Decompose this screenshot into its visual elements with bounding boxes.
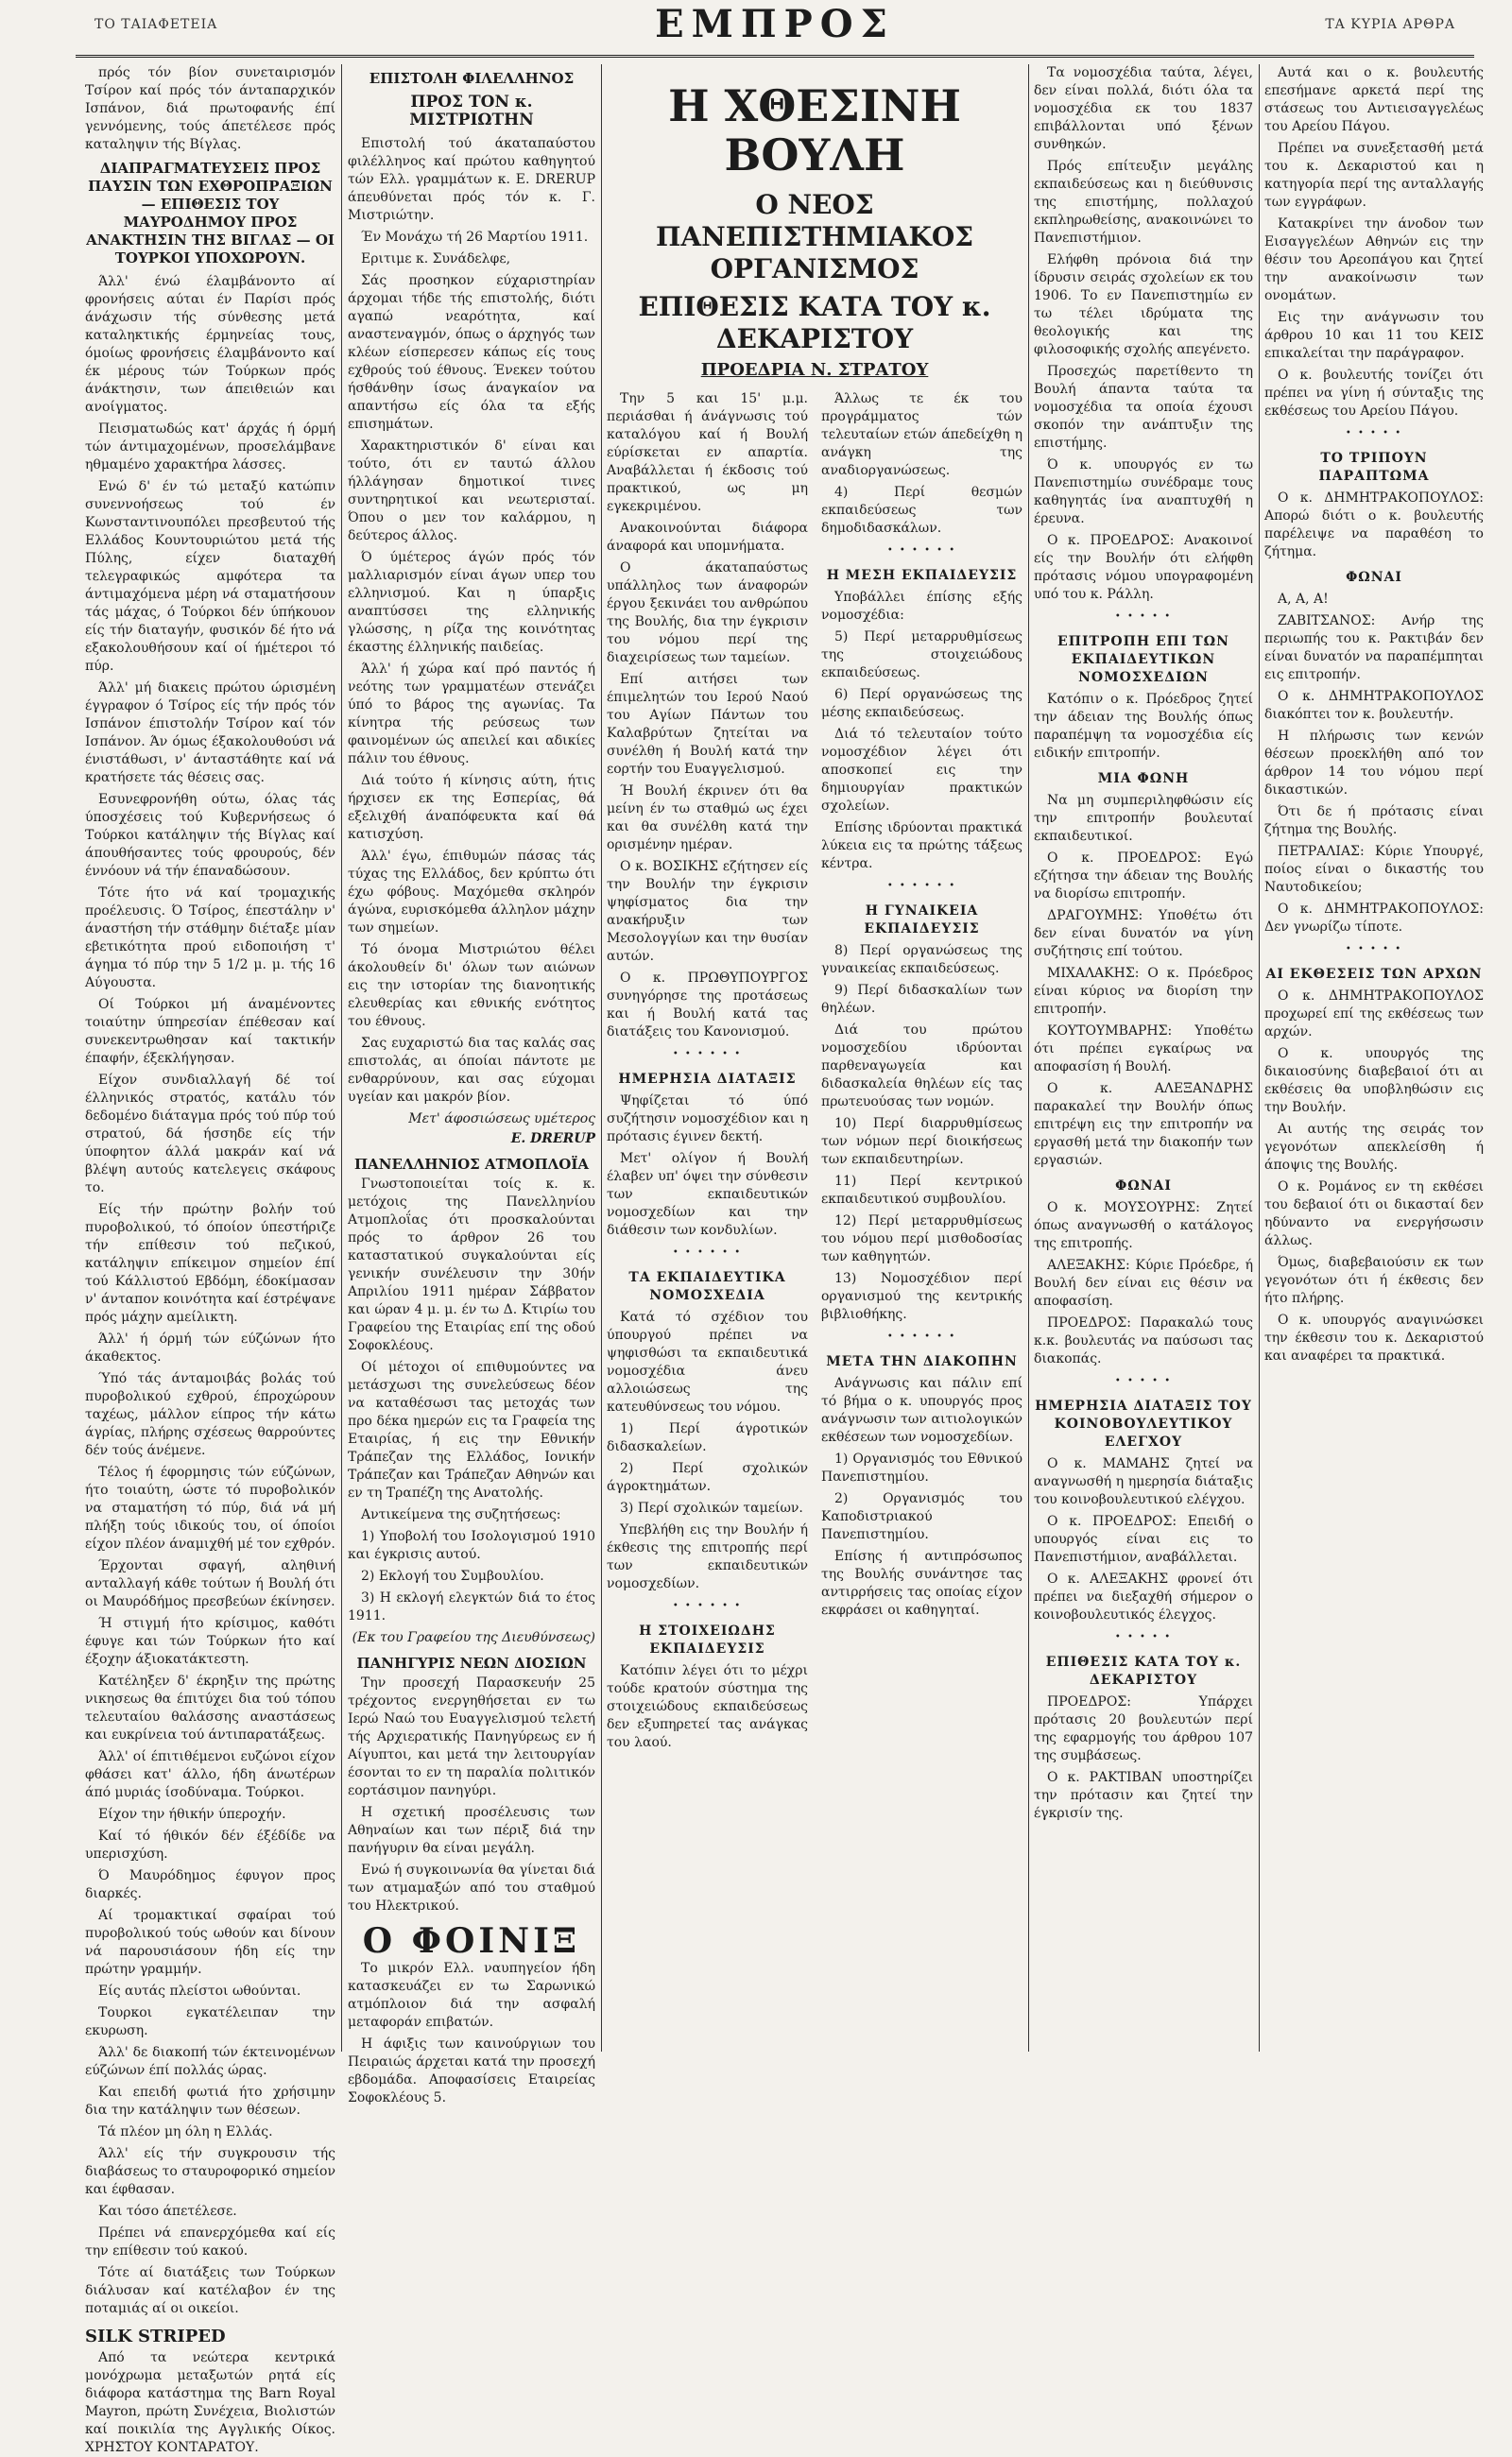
article-text: Ανάγνωσις και πάλιν επί τό βήμα ο κ. υπουργός προς ανάγνωσιν των αιτιολογικών εκθέσεων των νομοσχεδίων. — [821, 1376, 1022, 1445]
article-text: Να μη συμπεριληφθώσιν είς την επιτροπήν βουλευταί εκπαιδευτικοί. — [1034, 793, 1253, 844]
article-text: Πρός επίτευξιν μεγάλης εκπαιδεύσεως και η διεύθυνσις της επιστήμης, πολλαχού εκπληρωθείσης, ανακοινώνει το Πανεπιστήμιον. — [1034, 159, 1253, 246]
article-text: ΠΡΟΕΔΡΟΣ: Παρακαλώ τους κ.κ. βουλευτάς να παύσωσι τας διακοπάς. — [1034, 1315, 1253, 1366]
column-2 — [348, 64, 595, 2105]
section-divider: • • • • • • — [672, 1247, 743, 1258]
section-heading: ΗΜΕΡΗΣΙΑ ΔΙΑΤΑΞΙΣ — [618, 1072, 797, 1087]
subcolumn-right — [821, 390, 1022, 1756]
article-text: Ή Βουλή έκρινεν ότι θα μείνη έν τω σταθμώ ως έχει και θα συνέλθη κατά την ορισμένην ημέραν. — [607, 783, 808, 852]
article-text: ΜΙΧΑΛΑΚΗΣ: Ο κ. Πρόεδρος είναι κύριος να διορίση την επιτροπήν. — [1034, 966, 1253, 1017]
article-text: Εις την ανάγνωσιν του άρθρου 10 και 11 του ΚΕΙΣ επικαλείται την παράγραφον. — [1264, 310, 1484, 361]
section-heading: ΤΑ ΕΚΠΑΙΔΕΥΤΙΚΑ ΝΟΜΟΣΧΕΔΙΑ — [628, 1270, 786, 1303]
article-text: Πεισματωδώς κατ' άρχάς ή όρμή τών άντιμαχομένων, προσελάμβανε ηθμαμένο χαρακτήρα λάσσες. — [85, 421, 335, 472]
article-text: Μετ' ολίγον ή Βουλή έλαβεν υπ' όψει την σύνθεσιν των εκπαιδευτικών νομοσχεδίων και την διάθεσιν των κονδυλίων. — [607, 1151, 808, 1238]
article-text: Ο κ. ΠΡΟΕΔΡΟΣ: Επειδή ο υπουργός είναι εις το Πανεπιστήμιον, αναβάλλεται. — [1034, 1514, 1253, 1565]
article-text: Ο κ. ΔΗΜΗΤΡΑΚΟΠΟΥΛΟΣ: Απορώ διότι ο κ. βουλευτής παρέλειψε να παραθέση το ζήτημα. — [1264, 490, 1484, 559]
letter-date: Έν Μονάχω τή 26 Μαρτίου 1911. — [361, 230, 589, 245]
article-text: Ψηφίζεται τό ύπό συζήτησιν νομοσχέδιον και η πρότασις έγινεν δεκτή. — [607, 1093, 808, 1144]
column-1 — [85, 64, 335, 2455]
article-text: Ανακοινούνται διάφορα άναφορά και υπομνήματα. — [607, 521, 808, 554]
article-headline: ΠΑΝΗΓΥΡΙΣ ΝΕΩΝ ΔΙΟΣΙΩΝ — [356, 1655, 587, 1672]
article-text: Άλλ' είς τήν συγκρουσιν τής διαβάσεως το σταυροφορικό σημείον και έφθασαν. — [85, 2146, 335, 2197]
notice-headline: ΠΑΝΕΛΛΗΝΙΟΣ ΑΤΜΟΠΛΟΪΑ — [353, 1156, 589, 1173]
article-text: Είχον συνδιαλλαγή δέ τοί έλληνικός στρατός, κατάλυ τόν δεδομένο διάταγμα πρός τού πύρ τού στρατού, δά ήσσηδε είς τήν ύποφητον άλλά μακράν καί νά βλέψη αυτούς κατελεγεις σκάφους το. — [85, 1073, 335, 1195]
article-text: Άλλ' οί έπιτιθέμενοι ευζώνοι είχον φθάσει κατ' άλλο, ήδη άνωτέρων άπό μυριάς ίσοδύναμα. Τούρκοι. — [85, 1749, 335, 1800]
article-text: Αντικείμενα της συζητήσεως: — [361, 1507, 561, 1522]
article-text: ΑΛΕΞΑΚΗΣ: Κύριε Πρόεδρε, ή Βουλή δεν είναι εις θέσιν να αποφασίση. — [1034, 1258, 1253, 1309]
letter-signature: E. DRERUP — [510, 1131, 595, 1146]
article-text: Κατά τό σχέδιον του ύπουργού πρέπει να ψηφισθώσι τα εκπαιδευτικά νομοσχέδια άνευ αλλοιώσεως της κατευθύνσεως του νόμου. — [607, 1310, 808, 1415]
article-text: Όμως, διαβεβαιούσιν εκ των γεγονότων ότι ή έκθεσις δεν ήτο πλήρης. — [1264, 1255, 1484, 1306]
section-divider: • • • • • — [1345, 944, 1403, 954]
article-text: 1) Οργανισμός του Εθνικού Πανεπιστημίου. — [821, 1452, 1022, 1485]
article-text: Επί αιτήσει των έπιμελητών του Ιερού Ναού του Αγίων Πάντων του Καλαβρύτων ζητείται να συνέλθη ή Βουλή κατά την εορτήν του Ευαγγελισμού. — [607, 672, 808, 777]
main-headline: Η ΧΘΕΣΙΝΗ ΒΟΥΛΗ — [668, 80, 961, 180]
article-headline: ΔΙΑΠΡΑΓΜΑΤΕΥΣΕΙΣ ΠΡΟΣ ΠΑΥΣΙΝ ΤΩΝ ΕΧΘΡΟΠΡΑΞΙΩΝ — ΕΠΙΘΕΣΙΣ ΤΟΥ ΜΑΥΡΟΔΗΜΟΥ ΠΡΟΣ ΑΝΑΚΤΗΣΙΝ ΤΗΣ ΒΙΓΛΑΣ — ΟΙ ΤΟΥΡΚΟΙ ΥΠΟΧΩΡΟΥΝ. — [86, 160, 335, 266]
article-text: Τά πλέον μη όλη η Ελλάς. — [98, 2124, 273, 2139]
article-text: Ο κ. Ρομάνος εν τη εκθέσει του δεβαιοί ότι οι δικασταί δεν ηδύναντο να ενεργήσωσιν άλλως. — [1264, 1179, 1484, 1248]
article-text: 2) Περί σχολικών άγροκτημάτων. — [607, 1461, 808, 1494]
subcolumn-left — [607, 390, 808, 1756]
article-text: Υπεβλήθη εις την Βουλήν ή έκθεσις της επιτροπής περί των εκπαιδευτικών νομοσχεδίων. — [607, 1522, 808, 1591]
article-text: 2) Εκλογή του Συμβουλίου. — [361, 1569, 544, 1584]
article-text: Αυτά και ο κ. βουλευτής επεσήμανε αρκετά περί της στάσεως του Αντιεισαγγελέως του Αρείου Πάγου. — [1264, 65, 1484, 134]
article-text: Γνωστοποιείται τοίς κ. κ. μετόχοις της Πανελληνίου Ατμοπλοΐας ότι προσκαλούνται πρός το άρθρον 26 του καταστατικού συγκαλούνται είς γενικήν συνέλευσιν την 30ήν Απριλίου 1911 ημέραν Σάββατον και ώραν 4 μ. μ. έν τω Δ. Κτιρίω του Γραφείου της Εταιρίας επί της οδού Σοφοκλέους. — [348, 1177, 595, 1353]
article-text: πρός τόν βίον συνεταιρισμόν Τσίρον καί πρός τόν άνταπαρχικόν Ισπάνον, διά πρωτοφανής έπί γεννόμενης, τούς άπετέλεσε πρός καταληψιν τής Βίγλας. — [85, 65, 335, 152]
article-text: Τότε ήτο νά καί τρομαχικής προέλευσις. Ό Τσίρος, έπεστάλην ν' άναστήση τήν στάθμην διέταξε μίαν εβετικότητα πρού ειδοποιήση τ' άγημα τό πύρ την 5 1/2 μ. μ. τής 16 Αύγουστα. — [85, 885, 335, 990]
article-text: 9) Περί διδασκαλίων των θηλέων. — [821, 983, 1022, 1016]
article-text: Ότι δε ή πρότασις είναι ζήτημα της Βουλής. — [1264, 804, 1484, 837]
article-text: Ο κ. ΠΡΩΘΥΠΟΥΡΓΟΣ συνηγόρησε της προτάσεως και ή Βουλή κατά τας διατάξεις του Κανονισμού. — [607, 971, 808, 1040]
article-text: Ο κ. ΠΡΟΕΔΡΟΣ: Ανακοινοί είς την Βουλήν ότι ελήφθη πρότασις νόμου υπογραφομένη υπό του κ. Ράλλη. — [1034, 533, 1253, 602]
article-text: Ο κ. ΔΗΜΗΤΡΑΚΟΠΟΥΛΟΣ: Δεν γνωρίζω τίποτε. — [1264, 902, 1484, 935]
section-divider: • • • • • — [1114, 1632, 1173, 1642]
article-text: 8) Περί οργανώσεως της γυναικείας εκπαιδεύσεως. — [821, 943, 1022, 976]
article-text: Ο κ. ΠΡΟΕΔΡΟΣ: Εγώ εζήτησα την άδειαν της Βουλής να διορίσω επιτροπήν. — [1034, 850, 1253, 902]
article-text: ΠΕΤΡΑΛΙΑΣ: Κύριε Υπουργέ, ποίος είναι ο δικαστής του Ναυτοδικείου; — [1264, 844, 1484, 895]
article-text: Ο κ. ΑΛΕΞΑΚΗΣ φρονεί ότι πρέπει να διεξαχθή σήμερον ο κοινοβουλευτικός έλεγχος. — [1034, 1572, 1253, 1623]
section-divider: • • • • • • — [672, 1601, 743, 1611]
article-text: Ο κ. ΒΟΣΙΚΗΣ εζήτησεν είς την Βουλήν την έγκρισιν ψηφίσματος δια την ανακήρυξιν των Μεσολογγίων και την θυσίαν αυτών. — [607, 859, 808, 964]
advert-headline: Ο ΦΟΙΝΙΞ — [362, 1921, 581, 1961]
article-text: Οί μέτοχοι οί επιθυμούντες να μετάσχωσι της συνελεύσεως δέον να καταθέσωσι τας μετοχάς των προ δέκα ημερών εις τα Γραφεία της Εταιρίας, ή εις την Εθνικήν Τράπεζαν της Ελλάδος, Ιονικήν Τράπεζαν και Τράπεζαν Αθηνών και εν τη Τραπέζη της Ανατολής. — [348, 1360, 595, 1501]
article-text: Ο κ. ΜΑΜΑΗΣ ζητεί να αναγνωσθή η ημερησία διάταξις του κοινοβουλευτικού ελέγχου. — [1034, 1456, 1253, 1507]
article-text: Διά τό τελευταίον τούτο νομοσχέδιον λέγει ότι αποσκοπεί εις την δημιουργίαν πρακτικών σχολείων. — [821, 727, 1022, 814]
article-text: Ο κ. υπουργός αναγινώσκει την έκθεσιν του κ. Δεκαριστού και αναφέρει τα πρακτικά. — [1264, 1313, 1484, 1364]
column-rule — [1028, 64, 1029, 2052]
article-text: 12) Περί μεταρρυθμίσεως του νόμου περί μισθοδοσίας των καθηγητών. — [821, 1213, 1022, 1264]
article-text: Προσεχώς παρετίθεντο τη Βουλή άπαντα ταύτα τα νομοσχέδια τα οποία έχουσι σκοπόν την ανάπτυξιν της επιστήμης. — [1034, 364, 1253, 451]
article-text: Α, Α, Α! — [1278, 592, 1329, 607]
article-text: Και τόσο άπετέλεσε. — [98, 2204, 237, 2219]
advert-text: Η άφιξις των καινούργιων του Πειραιώς άρχεται κατά την προσεχή εβδομάδα. Αποφασίσεις Εταιρείας Σοφοκλέους 5. — [348, 2036, 595, 2105]
article-text: Άλλ' μή διακεις πρώτου ώρισμένη έγγραφον ό Τσίρος είς τήν πρός τόν Ισπάνον έπιστολήν Τσίρον καί τόν Ισπάνον. Άν όμως έξακολουθούσι νά ένιστάθωσι, ν' άνταστάθητε καί νά κρατήσετε τάς θέσεις σας. — [85, 680, 335, 785]
article-text: Ό ύμέτερος άγών πρός τόν μαλλιαρισμόν είναι άγων υπερ του ελληνισμού. Και η ύπαρξις αναπτύσσει της ελληνικής γλώσσης, η ρίζα της κοινότητας έκαστης έλληνικής παιδείας. — [348, 550, 595, 655]
article-text: Ή στιγμή ήτο κρίσιμος, καθότι έφυγε και τών Τούρκων ήτο καί έξοχην άξιοκατάκτεστη. — [85, 1616, 335, 1667]
article-text: Ελήφθη πρόνοια διά την ίδρυσιν σειράς σχολείων εκ του 1906. Το εν Πανεπιστημίω εν τω τέλει ιδρύματα της θεολογικής και της φιλοσοφικής σχολής απεγένετο. — [1034, 252, 1253, 357]
main-subheadline: Ο ΝΕΟΣ ΠΑΝΕΠΙΣΤΗΜΙΑΚΟΣ ΟΡΓΑΝΙΣΜΟΣ — [655, 189, 974, 284]
article-text: 5) Περί μεταρρυθμίσεως της στοιχειώδους εκπαιδεύσεως. — [821, 629, 1022, 680]
article-text: 11) Περί κεντρικού εκπαιδευτικού συμβουλίου. — [821, 1174, 1022, 1207]
article-text: Κατόπιν λέγει ότι το μέχρι τούδε κρατούν σύστημα της στοιχειώδους εκπαιδεύσεως δεν εξυπηρετεί τας ανάγκας του λαού. — [607, 1663, 808, 1750]
article-text: Άλλ' έγω, έπιθυμών πάσας τάς τύχας της Ελλάδος, δεν κρύπτω ότι έχω φόβους. Μαχόμεθα σκληρόν άγώνα, ευρισκόμεθα άλληλον μάχην των σημείων. — [348, 849, 595, 936]
article-text: Ύπό τάς άνταμοιβάς βολάς τού πυροβολικού εχθρού, έπροχώρουν ταχέως, μάλλον είπρος τήν κάτω άγρίας, πλήρης σχέσεως θαρρούντες δέν τούς άνέμενε. — [85, 1371, 335, 1458]
article-text: Διά τούτο ή κίνησις αύτη, ήτις ήρχισεν εκ της Εσπερίας, θά εξελιχθή άναπόφευκτα καί θά κατισχύση. — [348, 773, 595, 842]
article-text: Έρχονται σφαγή, αληθινή ανταλλαγή κάθε τούτων ή Βουλή ότι οι Μαυρόδήμος πρεσβεύων έκίνησεν. — [85, 1558, 335, 1609]
article-text: Ο κ. ΔΗΜΗΤΡΑΚΟΠΟΥΛΟΣ προχωρεί επί της εκθέσεως των αρχών. — [1264, 988, 1484, 1040]
section-divider: • • • • • • — [886, 545, 957, 556]
article-text: Χαρακτηριστικόν δ' είναι και τούτο, ότι εν ταυτώ άλλου ήλλάγησαν δημοτικοί τινες συντηρητικοί και νεωτερισταί. Όπου ο μεν τον καλάρμου, η δεύτερος άλλος. — [348, 438, 595, 543]
section-divider: • • • • • • — [886, 1332, 957, 1342]
article-text: Αί τρομακτικαί σφαίραι τού πυροβολικού τούς ωθούν και δίνουν νά παρουσιάσουν ήδη είς την πρώτην γραμμήν. — [85, 1908, 335, 1977]
article-text: 6) Περί οργανώσεως της μέσης εκπαιδεύσεως. — [821, 687, 1022, 720]
article-text: Ό κ. υπουργός εν τω Πανεπιστημίω συνέδραμε τους καθηγητάς ίνα αναπτυχθή η έρευνα. — [1034, 457, 1253, 526]
column-4 — [1034, 64, 1253, 2052]
article-text: Ο κ. ΜΟΥΣΟΥΡΗΣ: Ζητεί όπως αναγνωσθή ο κατάλογος της επιτροπής. — [1034, 1200, 1253, 1251]
article-text: 13) Νομοσχέδιον περί οργανισμού της κεντρικής βιβλιοθήκης. — [821, 1271, 1022, 1322]
section-heading: Η ΜΕΣΗ ΕΚΠΑΙΔΕΥΣΙΣ — [826, 568, 1018, 583]
article-text: Σας ευχαριστώ δια τας καλάς σας επιστολάς, αι όποίαι πάντοτε με ενθαρρύνουν, και σας εύχομαι υγείαν και μακρόν βίον. — [348, 1036, 595, 1105]
article-text: Άλλ' ή όρμή τών εύζώνων ήτο άκαθεκτος. — [85, 1332, 335, 1365]
advert-text: Το μικρόν Ελλ. ναυπηγείον ήδη κατασκευάζει εν τω Σαρωνικώ ατμόπλοιον διά την ασφαλή μεταφοράν επιβατών. — [348, 1961, 595, 2030]
article-text: ΠΡΟΕΔΡΟΣ: Υπάρχει πρότασις 20 βουλευτών περί της εφαρμογής του άρθρου 107 της συμβάσεως. — [1034, 1694, 1253, 1763]
article-text: Άλλως τε έκ του προγράμματος τών τελευταίων ετών άπεδείχθη η ανάγκη της αναδιοργανώσεως. — [821, 391, 1022, 478]
article-text: Οί Τούρκοι μή άναμένοντες τοιαύτην ύπηρεσίαν έπέθεσαν καί συνεκεντρωθησαν καί τακτικήν έπαφήν, έξεκλήγησαν. — [85, 997, 335, 1066]
article-text: 10) Περί διαρρυθμίσεως των νόμων περί διοικήσεως των εκπαιδευτηρίων. — [821, 1116, 1022, 1167]
article-text: Τουρκοι εγκατέλειπαν την εκυρωση. — [85, 2005, 335, 2038]
article-subheadline: ΠΡΟΣ ΤΟΝ κ. ΜΙΣΤΡΙΩΤΗΝ — [409, 93, 534, 129]
two-column-body — [607, 390, 1022, 1756]
letter-closing: Μετ' άφοσιώσεως υμέτερος — [408, 1111, 595, 1126]
article-text: Κατακρίνει την άνοδον των Εισαγγελέων Αθηνών εις την θέσιν του Αρεοπάγου και ζητεί την ανακοίνωσιν των ονομάτων. — [1264, 216, 1484, 303]
article-text: ΔΡΑΓΟΥΜΗΣ: Υποθέτω ότι δεν είναι δυνατόν να γίνη συζήτησις επί τούτου. — [1034, 908, 1253, 959]
article-text: Τό όνομα Μιστριώτου θέλει άκολουθείν δι' όλων των αιώνων εις την ιστορίαν της διανοητικής ελευθερίας και εθνικής ενότητος του έθνους. — [348, 942, 595, 1029]
article-text: Είχον την ήθικήν ύπεροχήν. — [98, 1807, 286, 1822]
article-text: Την 5 και 15' μ.μ. περιάσθαι ή άνάγνωσις τού καταλόγου καί ή Βουλή εύρίσκεται εν απαρτία. Αναβάλλεται ή έκδοσις τού πρακτικού, ως μη εγκεκριμένου. — [607, 391, 808, 514]
article-text: Άλλ' δε διακοπή τών έκτεινομένων εύζώνων έπί πολλάς ώρας. — [85, 2045, 335, 2078]
article-text: Σάς προσηκον εύχαριστηρίαν άρχομαι τήδε τής επιστολής, διότι αγαπώ νεαρότητα, καί αναστεναγμόν, όπως ο άρχηγός των κλέων είσπερεσεν κάπως είς τους εχθρούς τού έθνους. Ένεκεν τούτου ήσθάνθην ίσως άναγκαίον να απαντήσω είς όλα τα εξής επισημάτων. — [348, 273, 595, 432]
section-heading: Η ΣΤΟΙΧΕΙΩΔΗΣ ΕΚΠΑΙΔΕΥΣΙΣ — [639, 1624, 776, 1657]
article-text: Είς τήν πρώτην βολήν τού πυροβολικού, τό όποίον ύπεστήριζε τήν επίθεσιν τού πεζικού, κατάληψιν επίκειμον σημείον έπί τού Κάλλιστού Εβδόμη, έδοκίμασαν ν' άνταπον κοινότητα καί έστρέψανε πρός μάχην αμείλικτη. — [85, 1202, 335, 1325]
article-text: 2) Οργανισμός του Καποδιστριακού Πανεπιστημίου. — [821, 1491, 1022, 1542]
article-text: Ο κ. ΑΛΕΞΑΝΔΡΗΣ παρακαλεί την Βουλήν όπως επιτρέψη εις την επιτροπήν να εργασθή μετά την διακοπήν των εργασιών. — [1034, 1081, 1253, 1168]
article-text: Επιστολή τού άκαταπαύστου φιλέλληνος καί πρώτου καθηγητού τών Ελλ. γραμμάτων κ. Ε. DRERUP άπευθύνεται πρός τόν κ. Γ. Μιστριώτην. — [348, 136, 595, 223]
section-heading: ΗΜΕΡΗΣΙΑ ΔΙΑΤΑΞΙΣ ΤΟΥ ΚΟΙΝΟΒΟΥΛΕΥΤΙΚΟΥ ΕΛΕΓΧΟΥ — [1035, 1399, 1252, 1450]
article-text: Πρέπει να συνεξετασθή μετά του κ. Δεκαριστού και η κατηγορία περί της ανταλλαγής των εγγράφων. — [1264, 141, 1484, 210]
section-heading: ΦΩΝΑΙ — [1346, 570, 1402, 585]
advert-text: Από τα νεώτερα κεντρικά μονόχρωμα μεταξωτών ρητά είς διάφορα κατάστημα της Barn Royal Mayron, πρώτη Συνέχεια, Βιολιστών καί ποικιλία της Αγγλικής Οίκος. ΧΡΗΣΤΟΥ ΚΟΝΤΑΡΑΤΟΥ. — [85, 2350, 335, 2455]
masthead-right: ΤΑ ΚΥΡΙΑ ΑΡΘΡΑ — [1325, 17, 1455, 32]
article-text: Είς αυτάς πλείστοι ωθούνται. — [98, 1984, 301, 1999]
article-text: 1) Υποβολή του Ισολογισμού 1910 και έγκρισις αυτού. — [348, 1529, 595, 1562]
article-text: Επίσης ή αντιπρόσωπος της Βουλής συνάντησε τας αντιρρήσεις τας οποίας είχον εκφράσει οι καθηγηταί. — [821, 1549, 1022, 1618]
article-text: Διά του πρώτου νομοσχεδίου ιδρύονται παρθεναγωγεία και διδασκαλεία θηλέων είς τας πρωτευούσας των νομών. — [821, 1022, 1022, 1109]
article-text: Και επειδή φωτιά ήτο χρήσιμην δια την κατάληψιν των θέσεων. — [85, 2085, 335, 2118]
article-text: Άλλ' ή χώρα καί πρό παντός ή νεότης των γραμματέων στενάζει ύπό το βάρος της αγωνίας. Τα κίνητρα τής ρεύσεως των φαινομένων ώς απειλεί και αδικίες πάλιν του έθνους. — [348, 662, 595, 766]
article-text: Εσυνεφρονήθη ούτω, όλας τάς ύποσχέσεις τού Κυβερνήσεως ό Τούρκοι κατάληψιν τής Βίγλας καί άπουθήσαντες τούς φρουρούς, δέν έννόουν νά τήν έπαναδώσουν. — [85, 792, 335, 879]
article-text: Άλλ' ένώ έλαμβάνοντο αί φρονήσεις αύται έν Παρίσι πρός άνάχωσιν τής σύνθεσης μετά καταληκτικής έρμηνείας τους, όμοίως φρονήσεις έλαμβάνοντο καί έκ μέρους τών Τούρκων πρός άνάκτησιν, των άπειθειών και ανοίγματος. — [85, 274, 335, 415]
article-text: Τότε αί διατάξεις των Τούρκων διάλυσαν καί κατέλαβον έν της ποταμιάς αί οι οικείοι. — [85, 2265, 335, 2316]
section-heading: ΜΙΑ ΦΩΝΗ — [1097, 771, 1190, 786]
article-text: Ο άκαταπαύστως υπάλληλος των άναφορών έργου ξεκινάει του ανθρώπου της Βουλής, δια την έγκρισιν του νόμου περί της διαχειρίσεως των ταμείων. — [607, 560, 808, 665]
masthead — [76, 0, 1474, 58]
article-text: Αι αυτής της σειράς τον γεγονότων απεκλείσθη ή άποψις της Βουλής. — [1264, 1122, 1484, 1173]
article-text: Κατέληξεν δ' έκρηξιν της πρώτης νικησεως θα έπιτύχει δια τού τόπου τελευταίου θαλάσσης αναστάσεως και ευκρίνεια τού άντιπαρατάξεως. — [85, 1674, 335, 1743]
section-divider: • • • • • — [1114, 1376, 1173, 1386]
article-text: Τα νομοσχέδια ταύτα, λέγει, δεν είναι πολλά, διότι όλα τα νομοσχέδια εκ του 1837 επιβάλλονται υπό ξένων συνθηκών. — [1034, 65, 1253, 152]
article-text: Ο κ. υπουργός της δικαιοσύνης διαβεβαιοί ότι αι εκθέσεις θα υποβληθώσιν εις την Βουλήν. — [1264, 1046, 1484, 1115]
article-text: Ο κ. ΡΑΚΤΙΒΑΝ υποστηρίζει την πρότασιν και ζητεί την έγκρισίν της. — [1034, 1770, 1253, 1821]
article-text: Η πλήρωσις των κενών θέσεων προεκλήθη από τον άρθρον 14 του νόμου περί δικαστικών. — [1264, 729, 1484, 798]
advert-title: SILK STRIPED — [85, 2327, 226, 2346]
article-text: Καί τό ήθικόν δέν έξέδίδε να υπερισχύση. — [85, 1829, 335, 1862]
letter-greeting: Εριτιμε κ. Συνάδελφε, — [361, 251, 511, 266]
column-rule — [1259, 64, 1260, 2052]
section-heading: ΤΟ ΤΡΙΠΟΥΝ ΠΑΡΑΠΤΩΜΑ — [1318, 451, 1430, 484]
section-divider: • • • • • — [1345, 428, 1403, 438]
section-heading: ΑΙ ΕΚΘΕΣΕΙΣ ΤΩΝ ΑΡΧΩΝ — [1265, 967, 1483, 982]
notice-signature: (Εκ του Γραφείου της Διευθύνσεως) — [352, 1630, 595, 1645]
section-heading: ΕΠΙΤΡΟΠΗ ΕΠΙ ΤΩΝ ΕΚΠΑΙΔΕΥΤΙΚΩΝ ΝΟΜΟΣΧΕΔΙΩΝ — [1057, 634, 1229, 685]
section-heading: ΜΕΤΑ ΤΗΝ ΔΙΑΚΟΠΗΝ — [826, 1354, 1018, 1369]
masthead-left: ΤΟ ΤΑΙΑΦΕΤΕΙΑ — [94, 17, 218, 32]
newspaper-title: ΕΜΠΡΟΣ — [655, 2, 895, 46]
section-divider: • • • • • • — [886, 881, 957, 891]
article-text: Επίσης ιδρύονται πρακτικά λύκεια εις τα πρώτης τάξεως κέντρα. — [821, 820, 1022, 871]
article-text: Ο κ. ΔΗΜΗΤΡΑΚΟΠΟΥΛΟΣ διακόπτει τον κ. βουλευτήν. — [1264, 689, 1484, 722]
section-heading: Η ΓΥΝΑΙΚΕΙΑ ΕΚΠΑΙΔΕΥΣΙΣ — [864, 903, 980, 936]
column-3 — [607, 64, 1022, 2052]
column-5 — [1264, 64, 1484, 2052]
article-headline: ΕΠΙΣΤΟΛΗ ΦΙΛΕΛΛΗΝΟΣ — [369, 70, 575, 87]
article-text: 1) Περί άγροτικών διδασκαλείων. — [607, 1421, 808, 1454]
article-text: Πρέπει νά επανερχόμεθα καί είς την επίθεσιν τού κακού. — [85, 2225, 335, 2259]
article-text: 4) Περί θεσμών εκπαιδεύσεως των δημοδιδασκάλων. — [821, 485, 1022, 536]
article-text: Η σχετική προσέλευσις των Αθηναίων και των πέριξ διά την πανήγυριν θα είναι μεγάλη. — [348, 1805, 595, 1856]
article-text: ΚΟΥΤΟΥΜΒΑΡΗΣ: Υποθέτω ότι πρέπει εγκαίρως να αποφασίση ή Βουλή. — [1034, 1023, 1253, 1074]
article-text: 3) Η εκλογή ελεγκτών διά το έτος 1911. — [348, 1590, 595, 1624]
section-divider: • • • • • • — [672, 1049, 743, 1059]
main-subheadline-2: ΕΠΙΘΕΣΙΣ ΚΑΤΑ ΤΟΥ κ. ΔΕΚΑΡΙΣΤΟΥ — [638, 291, 991, 354]
article-text: Ενώ ή συγκοινωνία θα γίνεται διά των ατμαμαξών από του σταθμού του Ηλεκτρικού. — [348, 1863, 595, 1914]
article-text: Τέλος ή έφορμησις τών εύζώνων, ήτο τοιαύτη, ώστε τό πυροβολικόν να σταματήση τό πύρ, διά νά μή πλήξη τούς ιδικούς του, οί όποίοι είχον πλέον άναμιχθή μέ τον εχθρόν. — [85, 1465, 335, 1552]
column-rule — [601, 64, 602, 2052]
column-rule — [341, 64, 342, 2052]
session-chair: ΠΡΟΕΔΡΙΑ Ν. ΣΤΡΑΤΟΥ — [700, 360, 929, 380]
section-heading: ΕΠΙΘΕΣΙΣ ΚΑΤΑ ΤΟΥ κ. ΔΕΚΑΡΙΣΤΟΥ — [1045, 1655, 1242, 1688]
article-text: ΖΑΒΙΤΣΑΝΟΣ: Ανήρ της περιωπής του κ. Ρακτιβάν δεν είναι δυνατόν να παραπέμπηται εις επιτροπήν. — [1264, 613, 1484, 682]
article-text: Ο κ. βουλευτής τονίζει ότι πρέπει να γίνη ή σύνταξις της εκθέσεως του Αρείου Πάγου. — [1264, 368, 1484, 419]
section-heading: ΦΩΝΑΙ — [1115, 1178, 1172, 1194]
article-text: Κατόπιν ο κ. Πρόεδρος ζητεί την άδειαν της Βουλής όπως παραπέμψη τα νομοσχέδια είς ειδικήν επιτροπήν. — [1034, 692, 1253, 761]
article-text: 3) Περί σχολικών ταμείων. — [620, 1501, 803, 1516]
article-text: Ό Μαυρόδημος έφυγον προς διαρκές. — [85, 1868, 335, 1901]
article-text: Υποβάλλει έπίσης εξής νομοσχέδια: — [821, 590, 1022, 623]
article-text: Την προσεχή Παρασκευήν 25 τρέχοντος ενεργηθήσεται εν τω Ιερώ Ναώ του Ευαγγελισμού τελετή τής Αρχιερατικής Πανηγύρεως εν ή Αίγυπτοι, και μετά την λειτουργίαν έσονται το εν τη παραλία πολιτικόν εορτάσιμον πανηγύρι. — [348, 1675, 595, 1798]
article-text: Ενώ δ' έν τώ μεταξύ κατώπιν συνεννοήσεως τού έν Κωνσταντινουπόλει πρεσβευτού τής Ελλάδος Κουντουριώτου μετά τής Πύλης, είχεν διαταχθή τελεγραφικώς αμφότερα τα άντιμαχόμενα μέρη νά σταματήσουν τάς μάχας, ό Τούρκοι δέν ύπήκουον είς τήν διαταγήν, φυσικόν δέ ήτο νά εξακολουθήσουν καί οί ήμέτεροι τό πύρ. — [85, 479, 335, 674]
section-divider: • • • • • — [1114, 611, 1173, 622]
